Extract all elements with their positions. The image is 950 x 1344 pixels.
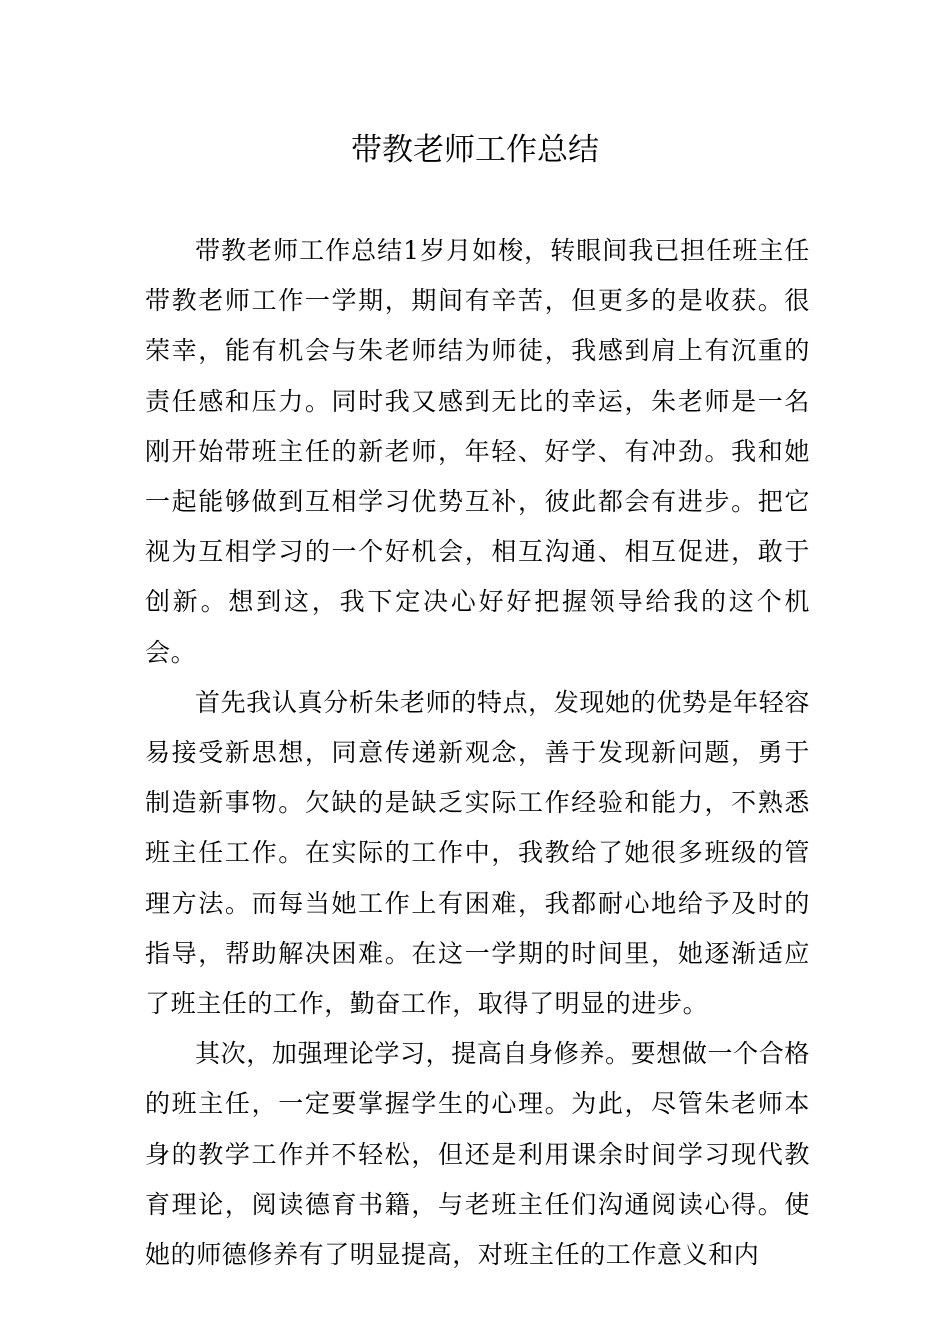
paragraph-2: 首先我认真分析朱老师的特点，发现她的优势是年轻容易接受新思想，同意传递新观念，善于发现新问题，勇于制造新事物。欠缺的是缺乏实际工作经验和能力，不熟悉班主任工作。在实际的工作中，我教给了她很多班级的管理方法。而每当她工作上有困难，我都耐心地给予及时的指导，帮助解决困难。在这一学期的时间里，她逐渐适应了班主任的工作，勤奋工作，取得了明显的进步。 (145, 687, 810, 1019)
paragraph-1: 带教老师工作总结1岁月如梭，转眼间我已担任班主任带教老师工作一学期，期间有辛苦，但更多的是收获。很荣幸，能有机会与朱老师结为师徒，我感到肩上有沉重的责任感和压力。同时我又感到无比的幸运，朱老师是一名刚开始带班主任的新老师，年轻、好学、有冲劲。我和她一起能够做到互相学习优势互补，彼此都会有进步。把它视为互相学习的一个好机会，相互沟通、相互促进，敢于创新。想到这，我下定决心好好把握领导给我的这个机会。 (145, 236, 810, 667)
paragraph-3: 其次，加强理论学习，提高自身修养。要想做一个合格的班主任，一定要掌握学生的心理。为此，尽管朱老师本身的教学工作并不轻松，但还是利用课余时间学习现代教育理论，阅读德育书籍，与老班主任们沟通阅读心得。使她的师德修养有了明显提高，对班主任的工作意义和内 (145, 1039, 810, 1270)
document-body (145, 226, 810, 1280)
document-title: 带教老师工作总结 (351, 132, 599, 168)
